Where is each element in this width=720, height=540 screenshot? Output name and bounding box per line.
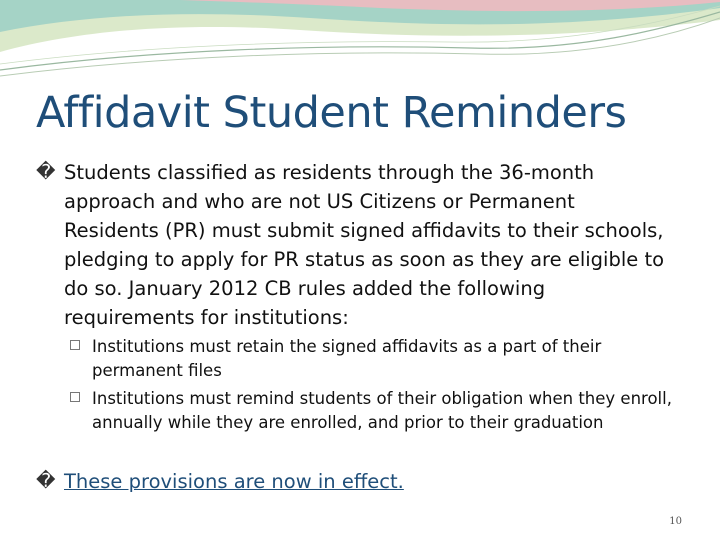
sub-bullet-box-icon (70, 392, 80, 402)
sub-bullet-item (92, 387, 682, 435)
sub-bullet-box-icon (70, 340, 80, 350)
slide-title: Affidavit Student Reminders (36, 88, 627, 138)
bullet-text: Students classified as residents through the 36-month approach and who are not US Citizens or Permanent Residents (PR) must submit signed affidavits to their schools, pledging to apply for PR status as soon as they are eligible to do so. January 2012 CB rules added the following requirements for institutions: (64, 161, 665, 329)
bullet-item (36, 467, 684, 496)
bullet-glyph-icon: � (36, 161, 56, 183)
bullet-link-text[interactable]: These provisions are now in effect. (64, 470, 404, 493)
bullet-item (36, 158, 674, 332)
bullet-glyph-icon: � (36, 470, 56, 492)
sub-bullet-text: Institutions must remind students of their obligation when they enroll, annually while they are enrolled, and prior to their graduation (92, 389, 672, 432)
sub-bullet-item (92, 335, 682, 383)
header-wave-decoration (0, 0, 720, 90)
sub-bullet-text: Institutions must retain the signed affidavits as a part of their permanent files (92, 337, 602, 380)
page-number: 10 (669, 516, 682, 527)
